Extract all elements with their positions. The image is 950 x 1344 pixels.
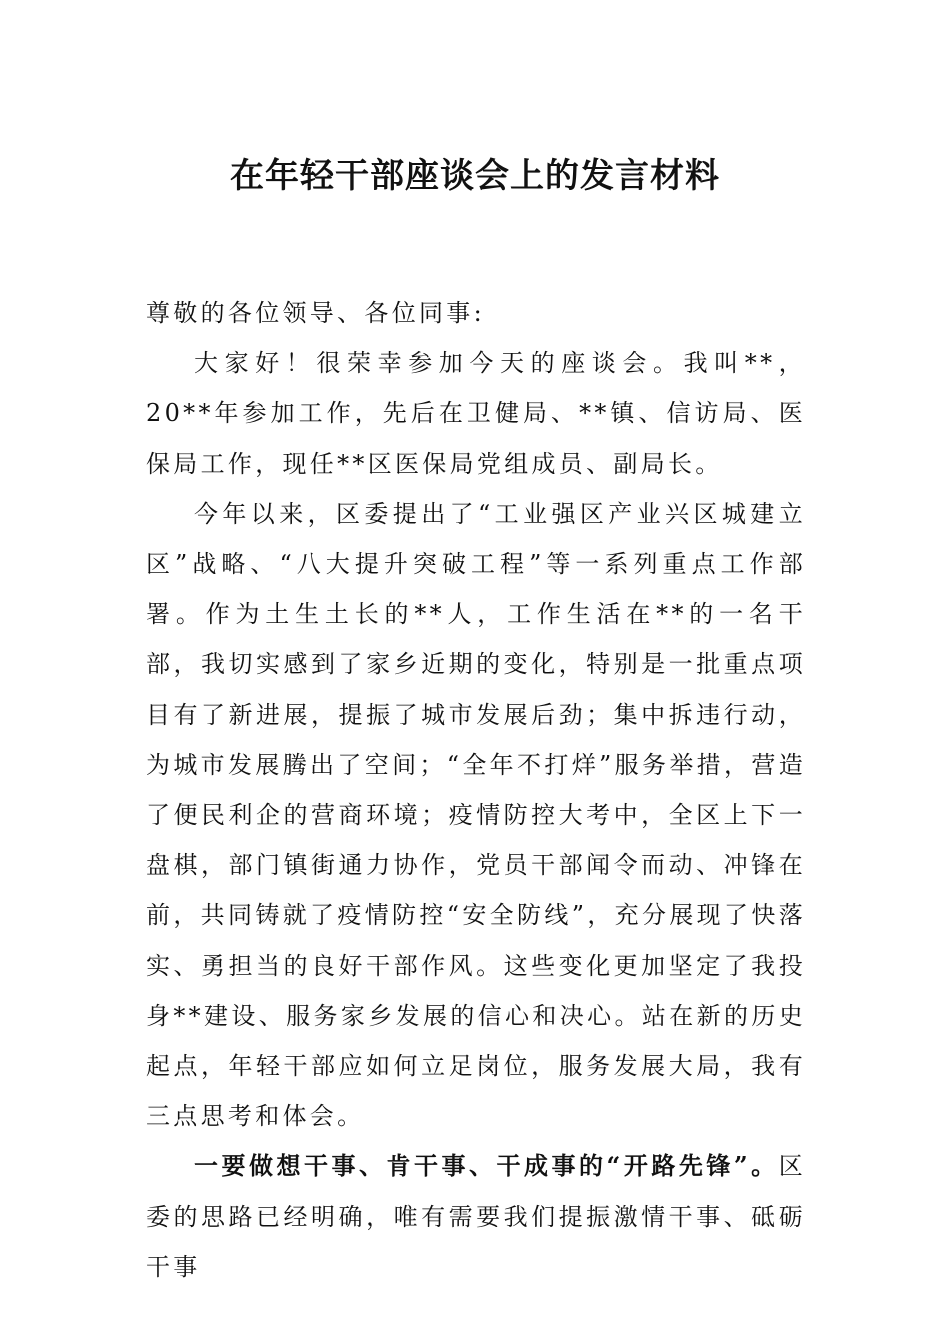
section-one-heading: 一要做想干事、肯干事、干成事的“开路先锋”。 [194,1151,779,1181]
paragraph-introduction: 大家好！很荣幸参加今天的座谈会。我叫**，20**年参加工作，先后在卫健局、**镇、信访局、医保局工作，现任**区医保局党组成员、副局长。 [146,349,806,478]
paragraph-section-one [146,1141,806,1292]
document-title: 在年轻干部座谈会上的发言材料 [230,156,720,196]
document-body [146,288,806,1292]
salutation: 尊敬的各位领导、各位同事: [146,299,485,327]
paragraph-background: 今年以来，区委提出了“工业强区产业兴区城建立区”战略、“八大提升突破工程”等一系列重点工作部署。作为土生土长的**人，工作生活在**的一名干部，我切实感到了家乡近期的变化，特别是一批重点项目有了新进展，提振了城市发展后劲；集中拆违行动，为城市发展腾出了空间；“全年不打烊”服务举措，营造了便民利企的营商环境；疫情防控大考中，全区上下一盘棋，部门镇街通力协作，党员干部闻令而动、冲锋在前，共同铸就了疫情防控“安全防线”，充分展现了快落实、勇担当的良好干部作风。这些变化更加坚定了我投身**建设、服务家乡发展的信心和决心。站在新的历史起点，年轻干部应如何立足岗位，服务发展大局，我有三点思考和体会。 [146,499,806,1131]
section-one-text: 区委的思路已经明确，唯有需要我们提振激情干事、砥砺干事 [146,1152,806,1281]
